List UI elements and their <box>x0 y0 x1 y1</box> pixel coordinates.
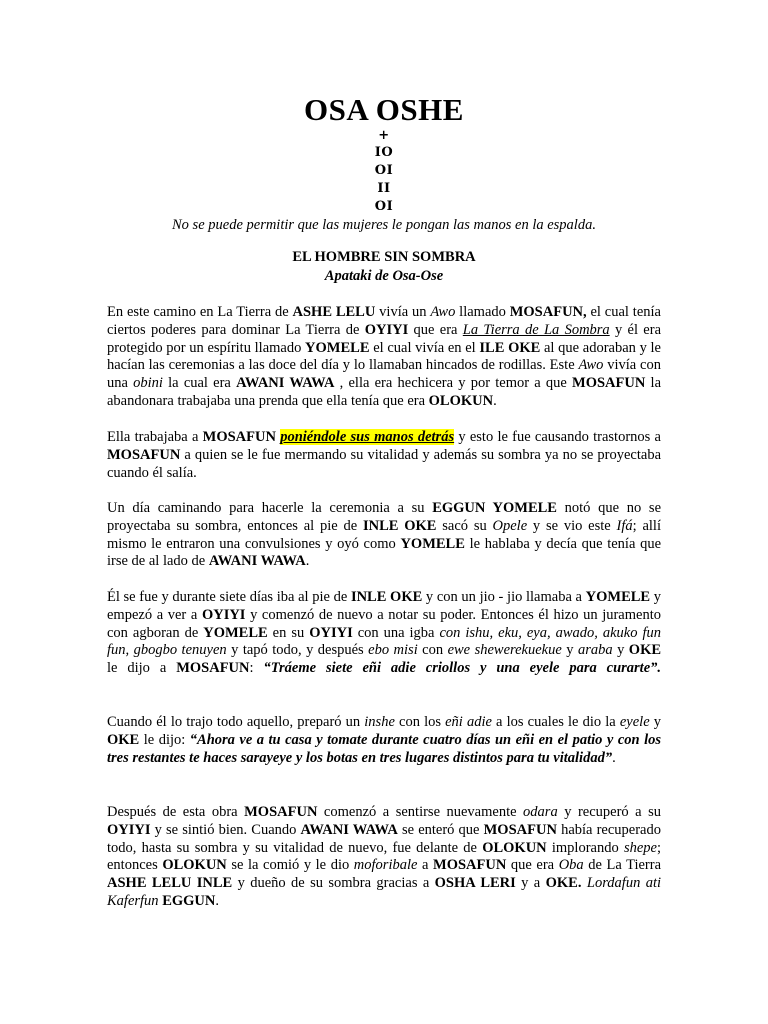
paragraph-2: Ella trabajaba a MOSAFUN poniéndole sus manos detrás y esto le fue causando trastornos a MOSAFUN a quien se le fue mermando su vitalidad y además su sombra ya no se proyectaba cuando él salía. <box>107 429 661 481</box>
paragraph-6: Después de esta obra MOSAFUN comenzó a sentirse nuevamente odara y recuperó a su OYIYI y se sintió bien. Cuando AWANI WAWA se enteró que MOSAFUN había recuperado todo, hasta su sombra y su vitalidad de nuevo, fue delante de OLOKUN implorando shepe; entonces OLOKUN se la comió y le dio moforibale a MOSAFUN que era Oba de La Tierra ASHE LELU INLE y dueño de su sombra gracias a OSHA LERI y a OKE. Lordafun ati Kaferfun EGGUN. <box>107 804 662 909</box>
paragraph-5: Cuando él lo trajo todo aquello, preparó un inshe con los eñi adie a los cuales le dio la eyele y OKE le dijo: “Ahora ve a tu casa y tomate durante cuatro días un eñi en el patio y con los tres restantes te haces sarayeye y los botas en tres lugares distintos para tu vitalidad”. <box>107 714 662 766</box>
sign-line-4: OI <box>374 199 394 214</box>
highlighted-phrase: poniéndole sus manos detrás <box>280 429 455 445</box>
paragraph-4: Él se fue y durante siete días iba al pie de INLE OKE y con un jio - jio llamaba a YOMELE y empezó a ver a OYIYI y comenzó de nuevo a notar su poder. Entonces él hizo un juramento con agboran de YOMELE en su OYIYI con una igba con ishu, eku, eya, awado, akuko fun fun, gbogbo tenuyen y tapó todo, y después ebo misi con ewe shewerekuekue y araba y OKE le dijo a MOSAFUN: “Tráeme siete eñi adie criollos y una eyele para curarte”. <box>107 589 662 677</box>
epigraph: No se puede permitir que las mujeres le pongan las manos en la espalda. <box>172 217 596 233</box>
page-title: OSA OSHE <box>304 92 464 127</box>
paragraph-3: Un día caminando para hacerle la ceremonia a su EGGUN YOMELE notó que no se proyectaba su sombra, entonces al pie de INLE OKE sacó su Opele y se vio este Ifá; allí mismo le entraron una convulsiones y oyó como YOMELE le hablaba y decía que tenía que irse de al lado de AWANI WAWA. <box>107 500 662 570</box>
story-subtitle: Apataki de Osa-Ose <box>324 268 444 284</box>
sign-line-1: IO <box>374 145 394 160</box>
sign-mark: + <box>378 128 390 143</box>
paragraph-1: En este camino en La Tierra de ASHE LELU vivía un Awo llamado MOSAFUN, el cual tenía ciertos poderes para dominar La Tierra de OYIYI que era La Tierra de La Sombra y él era protegido por un espíritu llamado YOMELE el cual vivía en el ILE OKE al que adoraban y le hacían las ceremonias a las doce del día y lo llamaban hincados de rodillas. Este Awo vivía con una obini la cual era AWANI WAWA , ella era hechicera y por temor a que MOSAFUN la abandonara trabajaba una prenda que ella tenía que era OLOKUN. <box>107 304 662 409</box>
sign-line-2: OI <box>374 163 394 178</box>
story-title: EL HOMBRE SIN SOMBRA <box>292 249 476 265</box>
sign-line-3: II <box>377 181 391 196</box>
